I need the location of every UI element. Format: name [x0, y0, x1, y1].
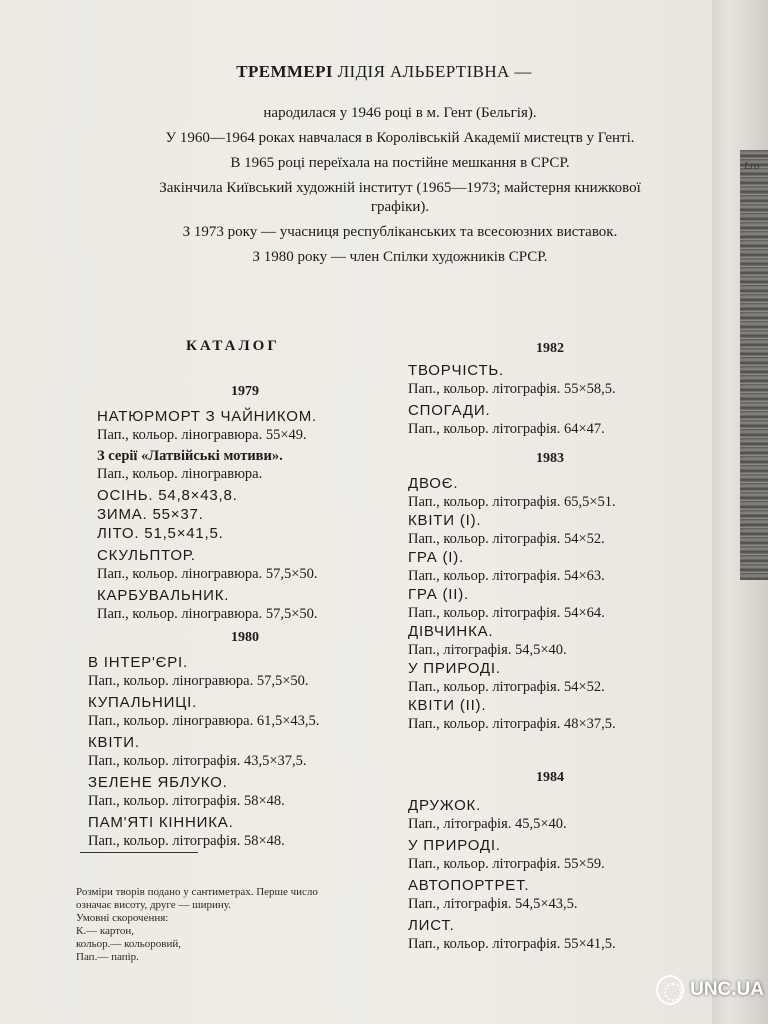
work-title: ЛИСТ. [408, 917, 455, 934]
catalog-entry [88, 653, 398, 690]
bio-line: Закінчила Київський художній інститут (1965—1973; майстерня книжкової графіки). [159, 180, 641, 215]
work-details: Пап., літографія. 54,5×43,5. [408, 896, 578, 912]
year-heading-1984: 1984 [536, 770, 564, 785]
work-details: Пап., кольор. літографія. 48×37,5. [408, 716, 616, 732]
footnote-line: кольор.— кольоровий, [76, 938, 182, 950]
work-title: КВІТИ (І). [408, 512, 482, 529]
bio-line: З 1973 року — учасниця республіканських та всесоюзних виставок. [182, 224, 618, 240]
work-title: У ПРИРОДІ. [408, 660, 501, 677]
catalog-entry [408, 696, 708, 733]
catalog-entry [88, 693, 398, 730]
work-title: ГРА (І). [408, 549, 465, 566]
work-title: АВТОПОРТРЕТ. [408, 877, 530, 894]
work-details: Пап., кольор. ліногравюра. 57,5×50. [88, 673, 309, 689]
work-details: Пап., кольор. літографія. 54×52. [408, 679, 605, 695]
artist-name-heading [0, 62, 768, 82]
work-details: Пап., кольор. літографія. 55×41,5. [408, 936, 616, 952]
work-details: Пап., кольор. ліногравюра. 57,5×50. [97, 566, 318, 582]
bio-line: народилася у 1946 році в м. Гент (Бельгія). [263, 105, 537, 121]
work-details: Пап., кольор. літографія. 55×58,5. [408, 381, 616, 397]
catalog-entry [408, 796, 708, 833]
work-title: СКУЛЬПТОР. [97, 547, 196, 564]
catalog-entry [408, 511, 708, 548]
catalog-entry [408, 585, 708, 622]
facing-page-artwork [740, 150, 768, 580]
footnote-line: означає висоту, друге — ширину. [76, 899, 231, 911]
catalog-entry [97, 586, 397, 623]
catalog-column-left [97, 407, 397, 623]
catalog-entry [88, 773, 398, 810]
work-title: ПАМ'ЯТІ КІННИКА. [88, 814, 234, 831]
catalog-entry [408, 361, 708, 398]
catalog-column-right-1982 [408, 361, 708, 438]
catalog-series [97, 447, 397, 483]
work-title: ГРА (ІІ). [408, 586, 469, 603]
series-work: ЗИМА. 55×37. [97, 506, 204, 523]
catalog-column-right-1983 [408, 474, 708, 733]
footnote-divider [80, 852, 198, 853]
work-title: КВІТИ (ІІ). [408, 697, 487, 714]
series-work: ОСІНЬ. 54,8×43,8. [97, 487, 238, 504]
year-heading-1983: 1983 [536, 451, 564, 466]
footnote-line: Умовні скорочення: [76, 912, 169, 924]
watermark [656, 970, 764, 1010]
artist-given-names: ЛІДІЯ АЛЬБЕРТІВНА — [332, 62, 532, 81]
work-title: У ПРИРОДІ. [408, 837, 501, 854]
work-title: КВІТИ. [88, 734, 140, 751]
bio-line: У 1960—1964 роках навчалася в Королівській Академії мистецтв у Генті. [165, 130, 635, 146]
work-details: Пап., кольор. літографія. 54×64. [408, 605, 605, 621]
work-title: НАТЮРМОРТ З ЧАЙНИКОМ. [97, 408, 317, 425]
footnote [76, 886, 381, 964]
catalog-column-right-1984 [408, 796, 708, 953]
series-details: Пап., кольор. ліногравюра. [97, 466, 263, 482]
work-details: Пап., кольор. ліногравюра. 61,5×43,5. [88, 713, 320, 729]
footnote-line: К.— картон, [76, 925, 135, 937]
work-details: Пап., кольор. ліногравюра. 57,5×50. [97, 606, 318, 622]
catalog-entry [408, 876, 708, 913]
work-title: ДРУЖОК. [408, 797, 482, 814]
work-details: Пап., кольор. літографія. 54×52. [408, 531, 605, 547]
work-title: КУПАЛЬНИЦІ. [88, 694, 198, 711]
work-title: ЗЕЛЕНЕ ЯБЛУКО. [88, 774, 228, 791]
catalog-entry [408, 548, 708, 585]
work-title: ТВОРЧІСТЬ. [408, 362, 505, 379]
year-heading-1982: 1982 [536, 341, 564, 356]
year-heading-1979: 1979 [231, 384, 259, 399]
catalog-entry [88, 813, 398, 850]
work-details: Пап., кольор. літографія. 43,5×37,5. [88, 753, 307, 769]
bio-line: В 1965 році переїхала на постійне мешкання в СРСР. [230, 155, 570, 171]
year-heading-1980: 1980 [231, 630, 259, 645]
catalog-entry [97, 546, 397, 583]
footnote-line: Розміри творів подано у сантиметрах. Перше число [76, 886, 318, 898]
work-title: ДІВЧИНКА. [408, 623, 494, 640]
catalog-entry [408, 916, 708, 953]
catalog-entry [408, 622, 708, 659]
catalog-entry [408, 474, 708, 511]
work-details: Пап., кольор. літографія. 58×48. [88, 793, 285, 809]
footnote-line: Пап.— папір. [76, 951, 139, 963]
artist-biography [150, 104, 650, 273]
catalog-entry [97, 407, 397, 444]
work-details: Пап., кольор. літографія. 55×59. [408, 856, 605, 872]
series-title: З серії «Латвійські мотиви». [97, 448, 283, 464]
catalog-entry [408, 836, 708, 873]
work-title: КАРБУВАЛЬНИК. [97, 587, 230, 604]
catalog-column-left-1980 [88, 653, 398, 850]
work-title: СПОГАДИ. [408, 402, 491, 419]
work-title: В ІНТЕР'ЄРІ. [88, 654, 188, 671]
work-details: Пап., літографія. 45,5×40. [408, 816, 567, 832]
artist-surname: ТРЕММЕРІ [236, 62, 333, 81]
catalog-entry [408, 401, 708, 438]
work-title: ДВОЄ. [408, 475, 459, 492]
watermark-text: UNC.UA [690, 979, 764, 1000]
work-details: Пап., кольор. ліногравюра. 55×49. [97, 427, 307, 443]
catalog-entry [88, 733, 398, 770]
facing-page-caption: Lro [744, 160, 760, 172]
bio-line: З 1980 року — член Спілки художників СРСР. [252, 249, 548, 265]
work-details: Пап., кольор. літографія. 58×48. [88, 833, 285, 849]
work-details: Пап., кольор. літографія. 64×47. [408, 421, 605, 437]
catalog-heading: КАТАЛОГ [186, 338, 280, 354]
catalog-entry [408, 659, 708, 696]
work-details: Пап., літографія. 54,5×40. [408, 642, 567, 658]
watermark-logo-icon [656, 975, 684, 1005]
work-details: Пап., кольор. літографія. 54×63. [408, 568, 605, 584]
series-work: ЛІТО. 51,5×41,5. [97, 525, 224, 542]
work-details: Пап., кольор. літографія. 65,5×51. [408, 494, 616, 510]
